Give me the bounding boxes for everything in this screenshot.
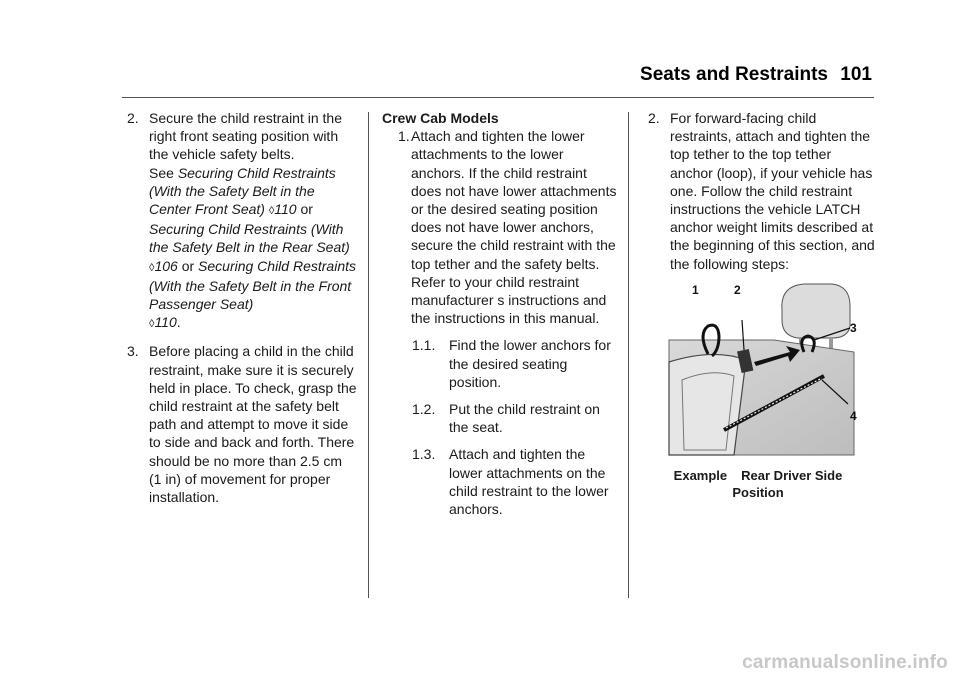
subsection-heading: Crew Cab Models: [382, 110, 499, 126]
callout-1: 1: [692, 283, 699, 297]
substep-text: Attach and tighten the lower attachments on the child restraint to the lower anchors.: [449, 446, 609, 518]
figure-caption: [640, 467, 876, 501]
step-1-attach-lower: [382, 127, 618, 327]
step-number: 2.: [127, 110, 139, 126]
callout-3: 3: [850, 321, 857, 335]
site-watermark: carmanualsonline.info: [742, 652, 948, 673]
substep-text: Find the lower anchors for the desired seating position.: [449, 337, 611, 390]
column-1: [124, 109, 358, 515]
step-text: Before placing a child in the child restraint, make sure it is securely held in place. To check, grasp the child restraint at the safety belt path and attempt to move it side to side and back and forth. There should be no more than 2.5 cm (1 in) of movement for proper installation.: [149, 343, 357, 506]
step-3-check-restraint: [124, 342, 358, 506]
callout-4: 4: [850, 409, 857, 423]
column-divider-2: [628, 112, 629, 598]
page-ref-icon: ◊: [268, 205, 275, 218]
page-ref-icon: ◊: [149, 318, 155, 331]
headrest-shape: [782, 284, 850, 338]
page-ref-icon: ◊: [149, 261, 155, 274]
or-label: or: [300, 201, 313, 218]
substep-1-3: [382, 445, 618, 518]
step-number: 2.: [648, 110, 660, 126]
step-text: For forward-facing child restraints, attach and tighten the top tether to the top tether anchor (loop), if your vehicle has one. Follow the child restraint instructions the vehicle LATCH anchor weight limits described at the beginning of this section, and the following steps:: [670, 110, 875, 272]
substep-1-1: [382, 336, 618, 391]
callout-2: 2: [734, 283, 741, 297]
step-2-right-front: [124, 109, 358, 333]
substep-number: 1.3.: [412, 446, 436, 463]
substep-1-2: [382, 400, 618, 436]
xref-page-110-b[interactable]: 110: [154, 314, 177, 331]
column-divider-1: [368, 112, 369, 598]
xref-rear-seat[interactable]: Securing Child Restraints (With the Safety Belt in the Rear Seat): [149, 221, 350, 256]
caption-position: Rear Driver Side: [741, 468, 843, 483]
substep-text: Put the child restraint on the seat.: [449, 401, 600, 436]
substep-number: 1.2.: [412, 401, 436, 418]
step-text: Attach and tighten the lower attachments to the lower anchors. If the child restraint does not have lower attachments or the desired seating position does not have lower anchors, secure the child restraint with the top tether and the safety belts. Refer to your child restraint manufacturer s instructions and the instructions in this manual.: [411, 128, 617, 327]
step-text: Secure the child restraint in the right front seating position with the vehicle safety belts.: [149, 110, 342, 163]
header-divider: [122, 97, 874, 98]
period: .: [176, 314, 181, 331]
child-seat-shell: [669, 354, 746, 455]
step-2-top-tether: [645, 109, 877, 273]
caption-example: Example: [673, 468, 728, 483]
step-number: 1.: [398, 128, 410, 145]
xref-page-106[interactable]: 106: [154, 257, 178, 274]
latch-anchor-illustration: [664, 280, 864, 460]
substep-number: 1.1.: [412, 337, 436, 354]
xref-center-front-seat[interactable]: Securing Child Restraints (With the Safety Belt in the Center Front Seat): [149, 164, 336, 218]
column-3: [645, 109, 877, 282]
column-2: [382, 109, 618, 527]
page-number: 101: [840, 64, 872, 85]
caption-position-line2: Position: [732, 485, 784, 500]
or-label: or: [181, 257, 195, 274]
page-header: [0, 64, 960, 94]
xref-page-110[interactable]: 110: [274, 201, 297, 218]
step-number: 3.: [127, 343, 139, 360]
see-label: See: [149, 164, 174, 181]
xref-front-passenger-seat[interactable]: Securing Child Restraints (With the Safety Belt in the Front Passenger Seat): [149, 257, 356, 313]
section-title: Seats and Restraints: [640, 64, 828, 85]
